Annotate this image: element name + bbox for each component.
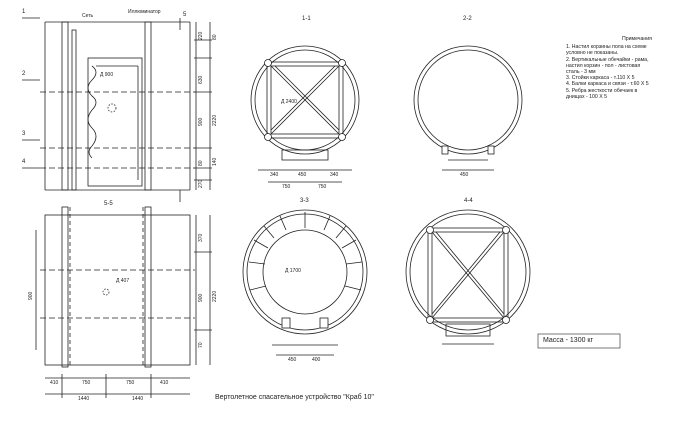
dim-label: 750 (318, 184, 327, 190)
dim-label: 410 (160, 380, 169, 386)
front-diam-label: Д 900 (100, 72, 114, 78)
section-1-1-title: 1-1 (302, 16, 311, 22)
section-5-5-diam: Д 407 (116, 278, 130, 284)
dim-label: 370 (198, 233, 204, 242)
front-floor-label: Сеть (82, 13, 94, 19)
dim-label: 80 (198, 160, 204, 166)
dim-label: 220 (198, 31, 204, 40)
dim-label: 340 (270, 172, 279, 178)
section-marker: 2 (22, 71, 26, 77)
section-marker: 4 (22, 159, 26, 165)
note-line: 2. Вертикальные обечайки - рама, (566, 56, 649, 63)
dim-label: 340 (330, 172, 339, 178)
note-line: 5. Ребра жесткости обечаек в (566, 87, 638, 94)
dim-label: 80 (212, 34, 218, 40)
dim-label: 400 (312, 357, 321, 363)
dim-label: 1440 (78, 396, 90, 402)
section-1-1-diam: Д 2400 (281, 99, 297, 105)
note-line: условно не показаны. (566, 50, 619, 57)
section-3-3 (243, 210, 367, 355)
dim-label: 140 (212, 157, 218, 166)
dim-label: 450 (298, 172, 307, 178)
dim-label: 2220 (212, 290, 218, 302)
drawing-title: Вертолетное спасательное устройство "Краб 10" (215, 394, 374, 401)
dim-label: 450 (460, 172, 469, 178)
section-4-4-title: 4-4 (464, 198, 473, 204)
dim-label: 70 (198, 342, 204, 348)
section-marker: 3 (22, 131, 26, 137)
dim-label: 750 (282, 184, 291, 190)
dim-label: 900 (28, 291, 34, 300)
section-3-3-diam: Д 1700 (285, 268, 301, 274)
front-elevation (22, 18, 212, 202)
note-line: настил корзин - пол - листовая (566, 62, 641, 69)
dim-label: 750 (82, 380, 91, 386)
note-line: сталь - 3 мм (566, 69, 596, 76)
note-line: 4. Балки каркаса и связи - т.60 Х 5 (566, 81, 649, 88)
dim-label: 2220 (212, 114, 218, 126)
dim-label: 630 (198, 75, 204, 84)
section-4-4 (406, 210, 530, 344)
note-line: 3. Стойки каркаса - т.110 Х 5 (566, 75, 635, 82)
section-5-5-title: 5-5 (104, 201, 113, 207)
notes-heading: Примечания (622, 36, 652, 42)
front-handle-label: Иллюминатор (128, 9, 161, 15)
dim-label: 270 (198, 179, 204, 188)
section-2-2-title: 2-2 (463, 16, 472, 22)
dim-label: 750 (126, 380, 135, 386)
notes-block (566, 36, 684, 100)
dim-label: 450 (288, 357, 297, 363)
note-line: днищах - 100 Х 5 (566, 93, 608, 100)
section-3-3-title: 3-3 (300, 198, 309, 204)
mass-label: Масса - 1300 кг (543, 337, 594, 344)
section-5-5 (36, 207, 212, 398)
section-marker: 1 (22, 9, 26, 15)
dim-label: 900 (198, 117, 204, 126)
note-line: 1. Настил корзины пола на схеме (566, 44, 647, 51)
section-2-2 (414, 46, 522, 170)
dim-label: 1440 (132, 396, 144, 402)
dim-label: 900 (198, 293, 204, 302)
section-marker: 5 (183, 12, 187, 18)
section-1-1 (251, 46, 359, 182)
dim-label: 410 (50, 380, 59, 386)
